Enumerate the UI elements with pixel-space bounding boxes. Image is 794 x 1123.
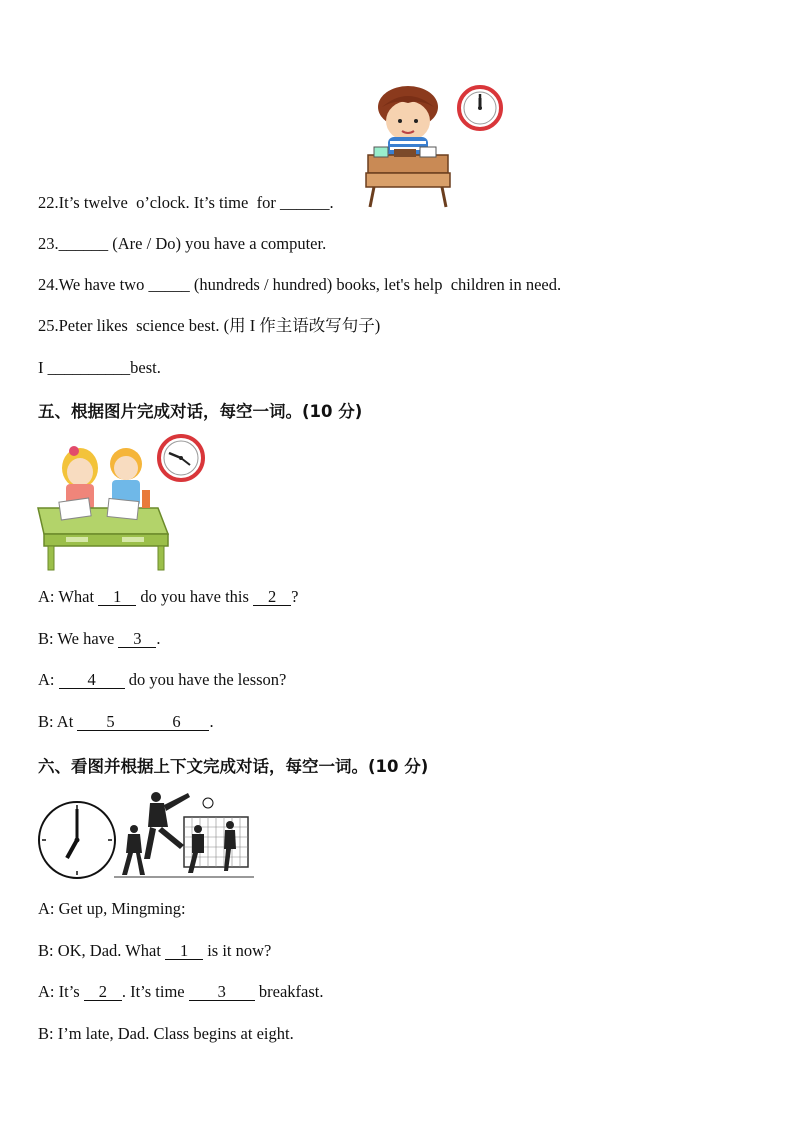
clock-seven-icon xyxy=(37,800,117,880)
question-25-answer-line: I __________best. xyxy=(38,358,161,377)
football-players-illustration xyxy=(114,789,254,881)
blank[interactable]: 3 xyxy=(189,983,255,1001)
section-6-heading: 六、看图并根据上下文完成对话，每空一词。(10 分) xyxy=(38,757,429,776)
question-23: 23.______ (Are / Do) you have a computer. xyxy=(38,234,327,253)
blank[interactable]: 1 xyxy=(98,588,136,606)
blank[interactable]: 2 xyxy=(84,983,122,1001)
section-5-line-4: B: At 5 6 . xyxy=(38,712,214,731)
question-22: 22.It’s twelve o’clock. It’s time for ______. xyxy=(38,193,334,212)
question-25: 25.Peter likes science best. (用 I 作主语改写句子) xyxy=(38,316,381,335)
blank[interactable]: 6 xyxy=(143,713,209,731)
blank[interactable]: 5 xyxy=(77,713,143,731)
blank[interactable]: 3 xyxy=(118,630,156,648)
section-6-line-3: A: It’s 2 . It’s time 3 breakfast. xyxy=(38,982,324,1001)
section-6-line-1: A: Get up, Mingming: xyxy=(38,899,186,918)
section-5-heading: 五、根据图片完成对话，每空一词。(10 分) xyxy=(38,402,363,421)
section-6-line-2: B: OK, Dad. What 1 is it now? xyxy=(38,941,272,960)
section-5-line-2: B: We have 3 . xyxy=(38,629,161,648)
clock-twelve-icon xyxy=(457,85,503,131)
blank[interactable]: 4 xyxy=(59,671,125,689)
children-drawing-illustration xyxy=(36,438,171,572)
section-5-line-3: A: 4 do you have the lesson? xyxy=(38,670,287,689)
clock-icon xyxy=(156,433,206,483)
question-24: 24.We have two _____ (hundreds / hundred) books, let's help children in need. xyxy=(38,275,562,294)
section-6-line-4: B: I’m late, Dad. Class begins at eight. xyxy=(38,1024,294,1043)
blank[interactable]: 1 xyxy=(165,942,203,960)
section-5-line-1: A: What 1 do you have this 2 ? xyxy=(38,587,299,606)
blank[interactable]: 2 xyxy=(253,588,291,606)
boy-eating-illustration xyxy=(360,85,455,209)
